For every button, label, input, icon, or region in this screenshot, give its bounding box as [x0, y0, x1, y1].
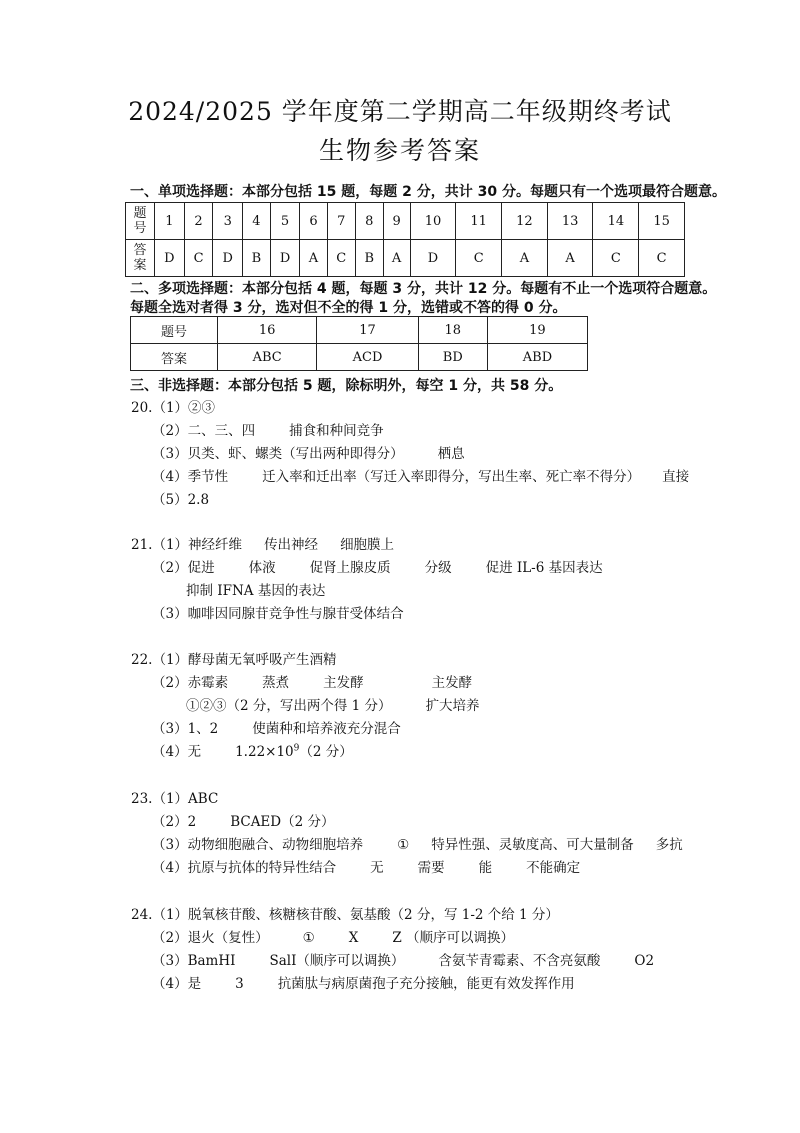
question-number-cell: 8 [356, 203, 384, 240]
q22-line2-cont [186, 694, 480, 714]
answer-cell: ABD [487, 344, 587, 371]
answer-text: （2）2 [152, 814, 197, 830]
answer-cell: D [270, 240, 300, 277]
question-number-cell: 9 [383, 203, 410, 240]
answer-text: 体液 [248, 560, 276, 576]
multi-choice-table [130, 316, 588, 371]
page-subtitle: 生物参考答案 [318, 136, 481, 165]
single-choice-table [125, 202, 685, 277]
answer-text: 促进 IL-6 基因表达 [485, 560, 603, 576]
answer-text: X [348, 930, 359, 946]
answer-text: 蒸煮 [262, 675, 290, 691]
q21-line3: （3）咖啡因同腺苷竞争性与腺苷受体结合 [152, 606, 404, 622]
q22-line1: 22.（1）酵母菌无氧呼吸产生酒精 [131, 652, 337, 668]
answer-cell: A [383, 240, 410, 277]
question-number-cell: 13 [547, 203, 593, 240]
question-number-cell: 16 [218, 317, 317, 344]
answer-text: 栖息 [437, 446, 465, 462]
answer-text: （2）退火（复性） [152, 930, 269, 946]
question-number-cell: 6 [300, 203, 327, 240]
answer-text: （3）贝类、虾、螺类（写出两种即得分） [152, 446, 404, 462]
answer-text: （3）1、2 [152, 721, 219, 737]
answer-text: 3 [235, 976, 244, 992]
q24-line3 [152, 949, 654, 969]
answer-text: ① [302, 930, 315, 946]
question-number-cell: 2 [184, 203, 213, 240]
q20-line3 [152, 442, 465, 462]
row-label-answer: 答案 [131, 344, 218, 371]
question-number-cell: 15 [639, 203, 685, 240]
exponent: 9 [293, 743, 300, 754]
answer-text: 扩大培养 [425, 698, 480, 714]
answer-cell: A [300, 240, 327, 277]
answer-text: SalI（顺序可以调换） [269, 953, 405, 969]
q20-line5: （5）2.8 [152, 492, 210, 508]
row-label-question: 题 号 [126, 203, 155, 240]
q20-line1: 20.（1）②③ [131, 400, 216, 416]
answer-cell: D [155, 240, 185, 277]
answer-row [131, 344, 588, 371]
answer-text: 细胞膜上 [340, 537, 395, 553]
answer-text: （2）二、三、四 [152, 423, 256, 439]
answer-text: （2 分） [299, 744, 353, 760]
answer-text: （3）BamHI [152, 953, 236, 969]
answer-cell: A [547, 240, 593, 277]
answer-cell: C [593, 240, 639, 277]
q23-line3 [152, 833, 683, 853]
q21-line1 [131, 533, 394, 553]
answer-text: （4）季节性 [152, 469, 229, 485]
question-number-cell: 18 [418, 317, 487, 344]
answer-text: 抗菌肽与病原菌孢子充分接触，能更有效发挥作用 [277, 976, 575, 992]
answer-text: 特异性强、灵敏度高、可大量制备 [431, 837, 634, 853]
answer-text: 主发酵 [431, 675, 473, 691]
q21-line2-cont: 抑制 IFNA 基因的表达 [186, 583, 326, 599]
q22-line4 [152, 740, 353, 760]
answer-text: 迁入率和迁出率（写迁入率即得分，写出生率、死亡率不得分） [262, 469, 641, 485]
answer-text: 促肾上腺皮质 [309, 560, 391, 576]
question-number-cell: 4 [243, 203, 271, 240]
answer-text: 含氨苄青霉素、不含亮氨酸 [438, 953, 601, 969]
answer-cell: C [327, 240, 356, 277]
question-number-cell: 11 [456, 203, 502, 240]
question-number-cell: 7 [327, 203, 356, 240]
answer-text: 1.22×10 [235, 744, 294, 760]
answer-text: 无 [370, 860, 384, 876]
answer-text: （4）无 [152, 744, 202, 760]
answer-text: BCAED（2 分） [230, 814, 335, 830]
answer-text: 不能确定 [526, 860, 581, 876]
section3-heading: 三、非选择题：本部分包括 5 题，除标明外，每空 1 分，共 58 分。 [130, 378, 563, 394]
question-number-cell: 5 [270, 203, 300, 240]
row-label-answer: 答 案 [126, 240, 155, 277]
page-title: 2024/2025 学年度第二学期高二年级期终考试 [128, 97, 672, 126]
answer-text: 传出神经 [264, 537, 319, 553]
question-number-cell: 3 [213, 203, 243, 240]
answer-cell: C [456, 240, 502, 277]
answer-text: （2）促进 [152, 560, 215, 576]
q22-line3 [152, 717, 401, 737]
answer-row [126, 240, 685, 277]
answer-text: 主发酵 [323, 675, 364, 691]
answer-text: （4）是 [152, 976, 202, 992]
q24-line4 [152, 972, 575, 992]
section1-heading: 一、单项选择题：本部分包括 15 题，每题 2 分，共计 30 分。每题只有一个选项最符合题意。 [130, 184, 726, 200]
q24-line1: 24.（1）脱氧核苷酸、核糖核苷酸、氨基酸（2 分，写 1-2 个给 1 分） [131, 907, 559, 923]
question-number-row [131, 317, 588, 344]
q22-line2 [152, 671, 472, 691]
section2-heading-line2: 每题全选对者得 3 分，选对但不全的得 1 分，选错或不答的得 0 分。 [130, 300, 567, 316]
answer-cell: ABC [218, 344, 317, 371]
question-number-cell: 10 [410, 203, 456, 240]
answer-text: ①②③（2 分，写出两个得 1 分） [186, 698, 392, 714]
answer-text: （2）赤霉素 [152, 675, 229, 691]
q23-line2 [152, 810, 335, 830]
answer-text: 多抗 [655, 837, 683, 853]
q23-line1: 23.（1）ABC [131, 791, 219, 807]
answer-text: 需要 [417, 860, 445, 876]
row-label-question: 题号 [131, 317, 218, 344]
answer-cell: BD [418, 344, 487, 371]
answer-text: 直接 [662, 469, 690, 485]
question-number-cell: 12 [502, 203, 548, 240]
question-number-cell: 19 [487, 317, 587, 344]
answer-text: 捕食和种间竞争 [289, 423, 384, 439]
answer-cell: C [639, 240, 685, 277]
section2-heading-line1: 二、多项选择题：本部分包括 4 题，每题 3 分，共计 12 分。每题有不止一个选项符合题意。 [130, 281, 717, 297]
question-number-row [126, 203, 685, 240]
answer-text: Z （顺序可以调换） [392, 930, 514, 946]
answer-text: 能 [478, 860, 493, 876]
answer-text: O2 [634, 953, 655, 969]
answer-cell: A [502, 240, 548, 277]
answer-text: （3）动物细胞融合、动物细胞培养 [152, 837, 364, 853]
answer-text: 分级 [424, 560, 452, 576]
answer-cell: B [243, 240, 271, 277]
answer-cell: D [410, 240, 456, 277]
answer-text: ① [397, 837, 410, 853]
q23-line4 [152, 856, 580, 876]
answer-cell: B [356, 240, 384, 277]
question-number-cell: 14 [593, 203, 639, 240]
answer-cell: D [213, 240, 243, 277]
question-number-cell: 1 [155, 203, 185, 240]
answer-text: 使菌种和培养液充分混合 [252, 721, 401, 737]
answer-text: 21.（1）神经纤维 [131, 537, 243, 553]
q24-line2 [152, 926, 514, 946]
answer-text: （4）抗原与抗体的特异性结合 [152, 860, 337, 876]
q20-line2 [152, 419, 384, 439]
answer-cell: C [184, 240, 213, 277]
q20-line4 [152, 465, 689, 485]
answer-cell: ACD [317, 344, 418, 371]
question-number-cell: 17 [317, 317, 418, 344]
q21-line2 [152, 556, 603, 576]
